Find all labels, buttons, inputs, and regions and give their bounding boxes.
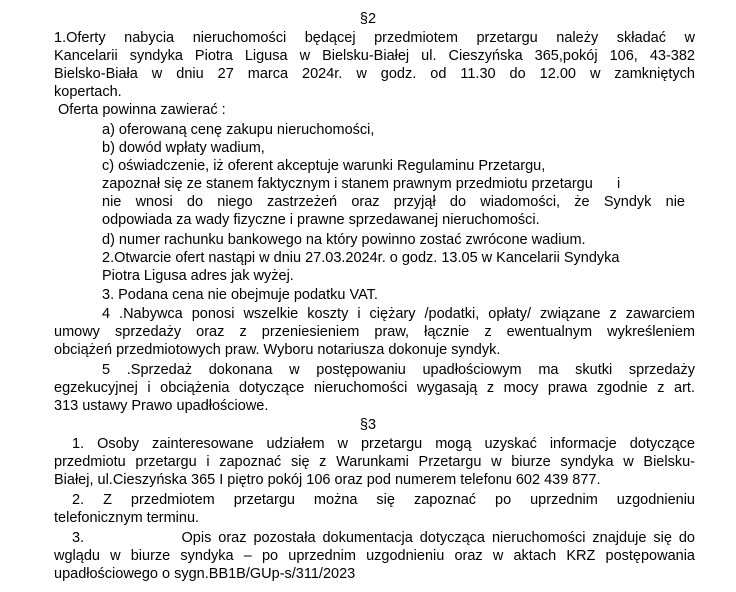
s3-p3-line2: wglądu w biurze syndyka – po uprzednim uzgodnieniu oraz w aktach KRZ postępowania [54,548,695,564]
s2-p4-line2: umowy sprzedaży oraz z przeniesieniem praw, łącznie z ewentualnym wykreśleniem [54,324,695,340]
s3-p2-line2: telefonicznym terminu. [54,510,200,526]
s3-p1-line1: 1. Osoby zainteresowane udziałem w przetargu mogą uzyskać informacje dotyczące [72,436,695,452]
s2-p3: 3. Podana cena nie obejmuje podatku VAT. [102,287,378,303]
s2-p2-line1: 2.Otwarcie ofert nastąpi w dniu 27.03.2024r. o godz. 13.05 w Kancelarii Syndyka [102,250,620,266]
offer-item-c-line2: zapoznał się ze stanem faktycznym i stanem prawnym przedmiotu przetargu i [102,176,621,192]
s3-p1-line3: Białej, ul.Cieszyńska 365 I piętro pokój 106 oraz pod numerem telefonu 602 439 877. [54,472,601,488]
offer-item-d: d) numer rachunku bankowego na który powinno zostać zwrócone wadium. [102,232,586,248]
s2-p1-line3: Bielsko-Biała w dniu 27 marca 2024r. w godz. od 11.30 do 12.00 w zamkniętych [54,66,695,82]
s2-p1-line1: 1.Oferty nabycia nieruchomości będącej przedmiotem przetargu należy składać w [54,30,695,46]
s2-p4-line1: 4 .Nabywca ponosi wszelkie koszty i ciężary /podatki, opłaty/ związane z zawarciem [102,306,695,322]
offer-intro: Oferta powinna zawierać : [54,102,226,118]
s3-p2-line1: 2. Z przedmiotem przetargu można się zapoznać po uprzednim uzgodnieniu [72,492,695,508]
s3-p3-line3: upadłościowego o sygn.BB1B/GUp-s/311/2023 [54,566,356,582]
offer-item-a: a) oferowaną cenę zakupu nieruchomości, [102,122,375,138]
s2-p1-line4: kopertach. [54,84,122,100]
s3-p1-line2: przedmiotu przetargu i zapoznać się z Warunkami Przetargu w biurze syndyka w Bielsku- [54,454,695,470]
offer-item-b: b) dowód wpłaty wadium, [102,140,265,156]
offer-item-c: c) oświadczenie, iż oferent akceptuje warunki Regulaminu Przetargu, [102,158,546,174]
s2-p1-line2: Kancelarii syndyka Piotra Ligusa w Bielsku-Białej ul. Cieszyńska 365,pokój 106, 43-382 [54,48,695,64]
s3-p3-line1: 3. Opis oraz pozostała dokumentacja dotycząca nieruchomości znajduje się do [72,530,695,546]
s2-p2-line2: Piotra Ligusa adres jak wyżej. [102,268,294,284]
section-heading-3: §3 [359,417,377,433]
s2-p4-line3: obciążeń przedmiotowych praw. Wyboru notariusza dokonuje syndyk. [54,342,501,358]
s2-p5-line2: egzekucyjnej i obciążenia dotyczące nieruchomości wygasają z mocy prawa zgodnie z art. [54,380,695,396]
s2-p5-line3: 313 ustawy Prawo upadłościowe. [54,398,269,414]
offer-item-c-line4: odpowiada za wady fizyczne i prawne sprzedawanej nieruchomości. [102,212,540,228]
s2-p5-line1: 5 .Sprzedaż dokonana w postępowaniu upadłościowym ma skutki sprzedaży [102,362,695,378]
offer-item-c-line3: nie wnosi do niego zastrzeżeń oraz przyjął do wiadomości, że Syndyk nie [102,194,685,210]
section-heading-2: §2 [359,11,377,27]
